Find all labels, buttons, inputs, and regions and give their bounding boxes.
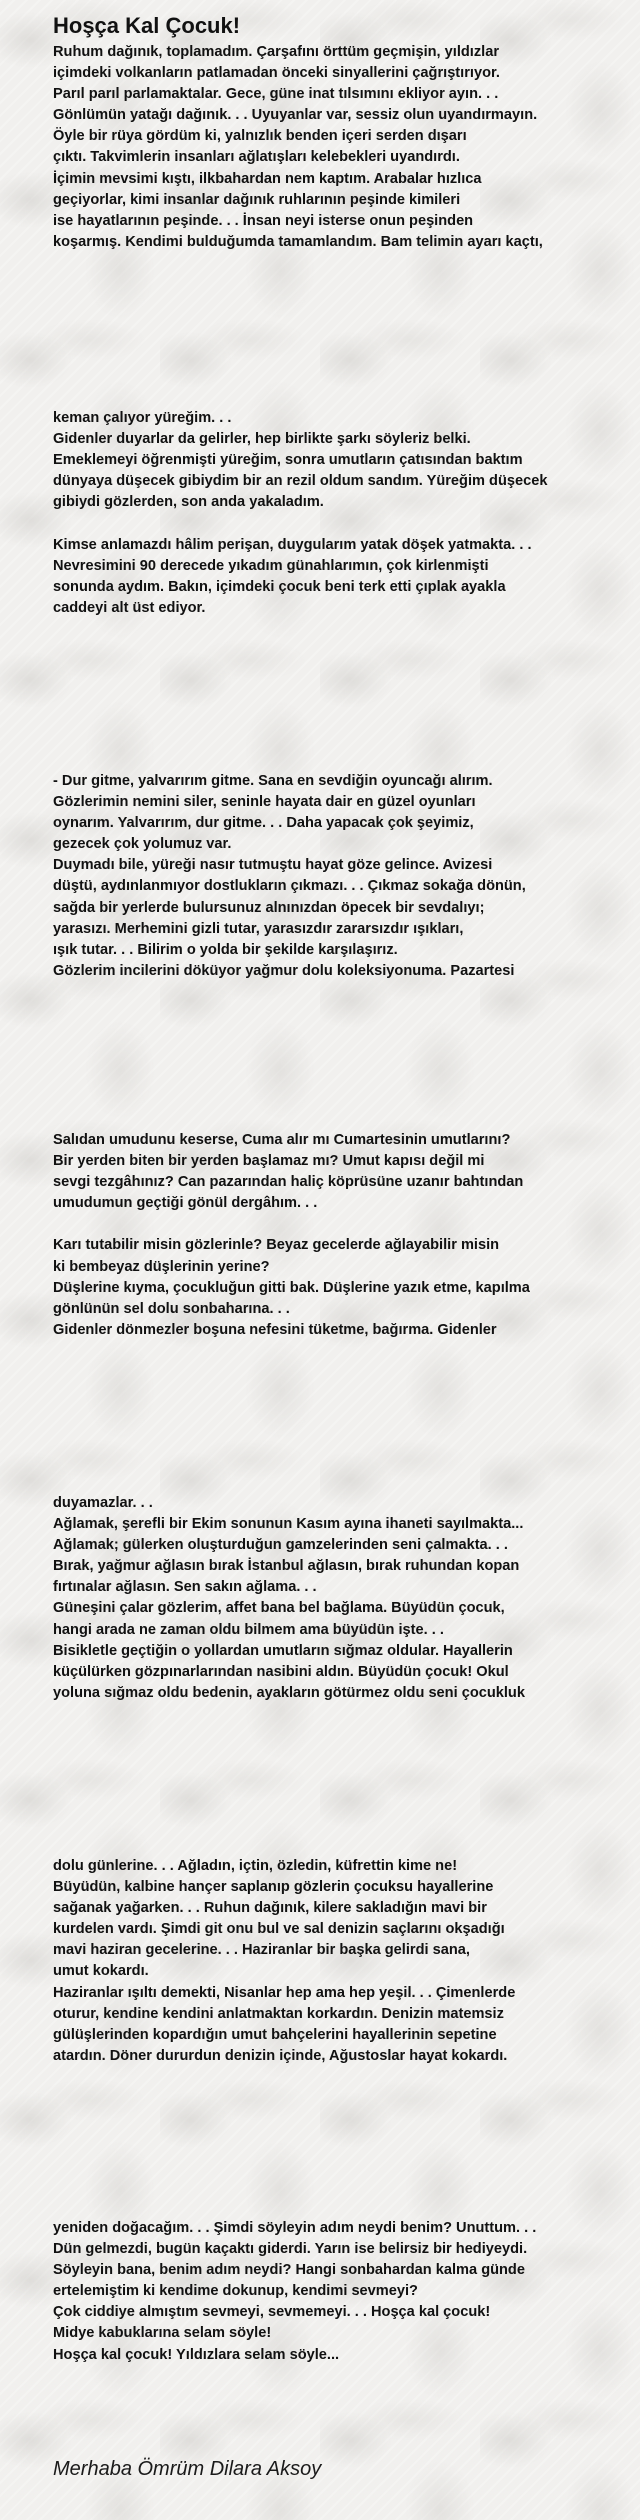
poem-line: mavi haziran gecelerine. . . Haziranlar bir başka gelirdi sana, — [53, 1942, 470, 1959]
poem-line: Dün gelmezdi, bugün kaçaktı giderdi. Yarın ise belirsiz bir hediyeydi. — [53, 2241, 528, 2258]
poem-line: Midye kabuklarına selam söyle! — [53, 2325, 272, 2342]
poem-line: Gözlerimin nemini siler, seninle hayata dair en güzel oyunları — [53, 794, 476, 811]
poem-line: İçimin mevsimi kıştı, ilkbahardan nem kaptım. Arabalar hızlıca — [53, 170, 482, 187]
poem-line: Emeklemeyi öğrenmişti yüreğim, sonra umutların çatısından baktım — [53, 452, 523, 469]
stanza-3 — [53, 771, 623, 982]
poem-line: umudumun geçtiği gönül dergâhım. . . — [53, 1195, 318, 1212]
poem-line: caddeyi alt üst ediyor. — [53, 599, 206, 616]
poem-line: ki bembeyaz düşlerinin yerine? — [53, 1258, 270, 1275]
poem-title: Hoşça Kal Çocuk! — [53, 13, 241, 38]
poem-line: küçülürken gözpınarlarından nasibini aldın. Büyüdün çocuk! Okul — [53, 1663, 509, 1680]
poem-line: oturur, kendine kendini anlatmaktan korkardın. Denizin matemsiz — [53, 2005, 504, 2022]
poem-line: dolu günlerine. . . Ağladın, içtin, özledin, küfrettin kime ne! — [53, 1858, 458, 1874]
poem-line: gezecek çok yolumuz var. — [53, 836, 232, 853]
poem-line: koşarmış. Kendimi bulduğumda tamamlandım. Bam telimin ayarı kaçtı, — [53, 233, 543, 250]
poem-line: gülüşlerinden kopardığın umut bahçelerini hayallerinin sepetine — [53, 2026, 497, 2043]
stanza-gap — [53, 513, 623, 534]
poem-line: sevgi tezgâhınız? Can pazarından haliç köprüsüne uzanır bahtından — [53, 1174, 524, 1191]
poem-line: ise hayatlarının peşinde. . . İnsan neyi isterse onun peşinden — [53, 212, 474, 229]
poem-line: Nevresimini 90 derecede yıkadım günahlarımın, çok kirlenmişti — [53, 557, 489, 574]
poem-line: Hoşça kal çocuk! Yıldızlara selam söyle... — [53, 2346, 340, 2363]
poem-line: Gönlümün yatağı dağınık. . . Uyuyanlar var, sessiz olun uyandırmayın. — [53, 107, 538, 124]
poem-line: Ağlamak; gülerken oluşturduğun gamzelerinden seni çalmakta. . . — [53, 1537, 508, 1554]
poem-line: gibiydi gözlerden, son anda yakaladım. — [53, 494, 324, 511]
poem-line: yeniden doğacağım. . . Şimdi söyleyin adım neydi benim? Unuttum. . . — [53, 2220, 537, 2236]
poem-line: Düşlerine kıyma, çocukluğun gitti bak. Düşlerine yazık etme, kapılma — [53, 1279, 530, 1296]
poem-line: duyamazlar. . . — [53, 1495, 153, 1511]
stanza-6 — [53, 1856, 623, 2067]
poem-line: kurdelen vardı. Şimdi git onu bul ve sal denizin saçlarını okşadığı — [53, 1921, 505, 1938]
poem-line: Gözlerim incilerini döküyor yağmur dolu koleksiyonuma. Pazartesi — [53, 962, 515, 979]
poem-line: keman çalıyor yüreğim. . . — [53, 410, 232, 426]
poem-line: Bırak, yağmur ağlasın bırak İstanbul ağlasın, bırak ruhundan kopan — [53, 1558, 520, 1575]
poem-line: gönlünün sel dolu sonbaharına. . . — [53, 1300, 290, 1317]
poem-line: Güneşini çalar gözlerim, affet bana bel bağlama. Büyüdün çocuk, — [53, 1600, 505, 1617]
poem-line: geçiyorlar, kimi insanlar dağınık ruhlarının peşinde kimileri — [53, 191, 461, 208]
poem-line: sağanak yağarken. . . Ruhun dağınık, kilere sakladığın mavi bir — [53, 1900, 487, 1917]
poem-line: Ruhum dağınık, toplamadım. Çarşafını örttüm geçmişin, yıldızlar — [53, 44, 499, 60]
poem-line: sonunda aydım. Bakın, içimdeki çocuk beni terk etti çıplak ayakla — [53, 578, 506, 595]
poem-line: Bisikletle geçtiğin o yollardan umutların sığmaz oldular. Hayallerin — [53, 1642, 513, 1659]
author-signature: Merhaba Ömrüm Dilara Aksoy — [53, 2458, 322, 2480]
poem-line: - Dur gitme, yalvarırım gitme. Sana en sevdiğin oyuncağı alırım. — [53, 773, 493, 789]
poem-line: sağda bir yerlerde bulursunuz alnınızdan öpecek bir sevdalıyı; — [53, 899, 485, 916]
poem-line: dünyaya düşecek gibiydim bir an rezil oldum sandım. Yüreğim düşecek — [53, 473, 548, 490]
stanza-4 — [53, 1130, 623, 1341]
poem-line: Haziranlar ışıltı demekti, Nisanlar hep ama hep yeşil. . . Çimenlerde — [53, 1984, 516, 2001]
poem-line: Bir yerden biten bir yerden başlamaz mı? Umut kapısı değil mi — [53, 1153, 485, 1170]
poem-line: düştü, aydınlanmıyor dostlukların çıkmazı. . . Çıkmaz sokağa dönün, — [53, 878, 526, 895]
poem-line: umut kokardı. — [53, 1963, 149, 1980]
poem-line: Büyüdün, kalbine hançer saplanıp gözlerin çocuksu hayallerine — [53, 1879, 494, 1896]
stanza-2 — [53, 408, 623, 619]
poem-line: Söyleyin bana, benim adım neydi? Hangi sonbahardan kalma günde — [53, 2262, 525, 2279]
stanza-5 — [53, 1493, 623, 1704]
stanza-1 — [53, 42, 623, 253]
poem-line: Parıl parıl parlamaktalar. Gece, güne inat tılsımını ekliyor ayın. . . — [53, 86, 499, 103]
poem-line: yoluna sığmaz oldu bedenin, ayakların götürmez oldu seni çocukluk — [53, 1684, 525, 1701]
poem-line: oynarım. Yalvarırım, dur gitme. . . Daha yapacak çok şeyimiz, — [53, 815, 474, 832]
stanza-gap — [53, 1214, 623, 1235]
poem-line: Ağlamak, şerefli bir Ekim sonunun Kasım ayına ihaneti sayılmakta... — [53, 1516, 524, 1533]
poem-line: Salıdan umudunu keserse, Cuma alır mı Cumartesinin umutlarını? — [53, 1132, 511, 1148]
stanza-7 — [53, 2218, 623, 2366]
poem-line: çıktı. Takvimlerin insanları ağlatışları kelebekleri uyandırdı. — [53, 149, 460, 166]
poem-line: Karı tutabilir misin gözlerinle? Beyaz gecelerde ağlayabilir misin — [53, 1237, 500, 1254]
poem-line: atardın. Döner dururdun denizin içinde, Ağustoslar hayat kokardı. — [53, 2047, 508, 2064]
poem-line: Gidenler duyarlar da gelirler, hep birlikte şarkı söyleriz belki. — [53, 431, 471, 448]
poem-line: Çok ciddiye almıştım sevmeyi, sevmemeyi. . . Hoşça kal çocuk! — [53, 2304, 491, 2321]
poem-line: ışık tutar. . . Bilirim o yolda bir şekilde karşılaşırız. — [53, 941, 398, 958]
poem-line: Duymadı bile, yüreği nasır tutmuştu hayat göze gelince. Avizesi — [53, 857, 493, 874]
poem-line: içimdeki volkanların patlamadan önceki sinyallerini çağrıştırıyor. — [53, 65, 500, 82]
poem-line: Gidenler dönmezler boşuna nefesini tüketme, bağırma. Gidenler — [53, 1321, 497, 1338]
poem-line: Öyle bir rüya gördüm ki, yalnızlık benden içeri serden dışarı — [53, 128, 467, 145]
poem-line: fırtınalar ağlasın. Sen sakın ağlama. . . — [53, 1579, 317, 1596]
poem-line: yarasızı. Merhemini gizli tutar, yarasızdır zararsızdır ışıkları, — [53, 920, 464, 937]
poem-line: ertelemiştim ki kendime dokunup, kendimi sevmeyi? — [53, 2283, 418, 2300]
poem-line: hangi arada ne zaman oldu bilmem ama büyüdün işte. . . — [53, 1621, 444, 1638]
poem-line: Kimse anlamazdı hâlim perişan, duygularım yatak döşek yatmakta. . . — [53, 536, 532, 553]
